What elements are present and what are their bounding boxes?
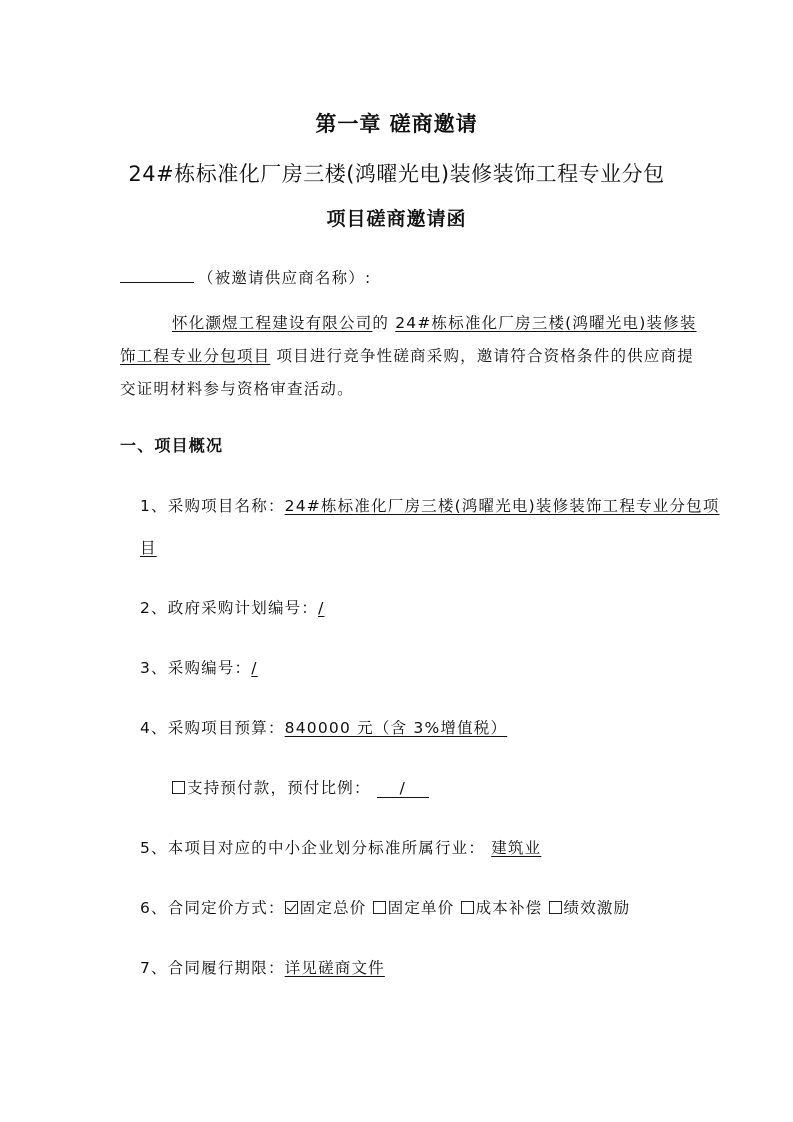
document-subtitle: 项目磋商邀请函	[326, 208, 467, 230]
cost-compensation-checkbox[interactable]	[461, 901, 474, 914]
inviting-company: 怀化灏煜工程建设有限公司	[172, 314, 373, 332]
intro-line-3: 交证明材料参与资格审查活动。	[120, 380, 354, 398]
item-7	[140, 956, 385, 978]
item-6-label: 6、合同定价方式：	[140, 899, 285, 917]
item-2-value: /	[318, 599, 325, 617]
item-1-value: 24#栋标准化厂房三楼(鸿曜光电)装修装饰工程专业分包项	[284, 497, 720, 515]
item-5	[140, 836, 541, 858]
intro-text: 项目进行竞争性磋商采购，邀请符合资格条件的供应商提	[276, 347, 694, 365]
item-4-label: 4、采购项目预算：	[140, 719, 285, 737]
item-5-label: 5、本项目对应的中小企业划分标准所属行业：	[140, 839, 486, 857]
fixed-total-price-checkbox[interactable]	[285, 901, 298, 914]
section-project-overview: 一、项目概况	[120, 436, 224, 455]
item-1-cont	[140, 536, 157, 558]
option-cost-compensation: 成本补偿	[475, 899, 543, 917]
item-2	[140, 596, 325, 618]
option-performance-incentive: 绩效激励	[563, 899, 631, 917]
intro-project-name-1: 24#栋标准化厂房三楼(鸿曜光电)装修装	[395, 314, 697, 332]
item-2-label: 2、政府采购计划编号：	[140, 599, 319, 617]
item-3-label: 3、采购编号：	[140, 659, 252, 677]
item-1	[140, 494, 720, 516]
option-fixed-total-price: 固定总价	[299, 899, 367, 917]
prepay-line	[172, 776, 429, 798]
item-5-value: 建筑业	[491, 839, 542, 857]
performance-incentive-checkbox[interactable]	[549, 901, 562, 914]
item-7-label: 7、合同履行期限：	[140, 959, 285, 977]
option-fixed-unit-price: 固定单价	[387, 899, 455, 917]
fixed-unit-price-checkbox[interactable]	[373, 901, 386, 914]
item-4-value: 840000 元（含 3%增值税）	[284, 719, 508, 737]
intro-of: 的	[372, 314, 390, 332]
prepay-ratio-value: /	[377, 780, 429, 798]
item-1-label: 1、采购项目名称：	[140, 497, 285, 515]
addressee-suffix: （被邀请供应商名称）:	[198, 269, 372, 287]
item-3	[140, 656, 258, 678]
intro-line-2	[120, 344, 694, 366]
addressee-blank	[120, 268, 194, 283]
item-3-value: /	[251, 659, 258, 677]
prepay-label: 支持预付款，预付比例：	[187, 779, 371, 797]
addressee-line	[120, 266, 371, 288]
item-7-value: 详见磋商文件	[284, 959, 385, 977]
item-6	[140, 896, 630, 918]
item-1-value-cont: 目	[140, 539, 157, 557]
document-title: 24#栋标准化厂房三楼(鸿曜光电)装修装饰工程专业分包	[128, 162, 665, 186]
chapter-title: 第一章 磋商邀请	[315, 112, 478, 136]
item-4	[140, 716, 507, 738]
intro-line-1	[172, 311, 697, 333]
intro-project-name-2: 饰工程专业分包项目	[120, 347, 271, 365]
prepay-checkbox[interactable]	[172, 781, 185, 794]
